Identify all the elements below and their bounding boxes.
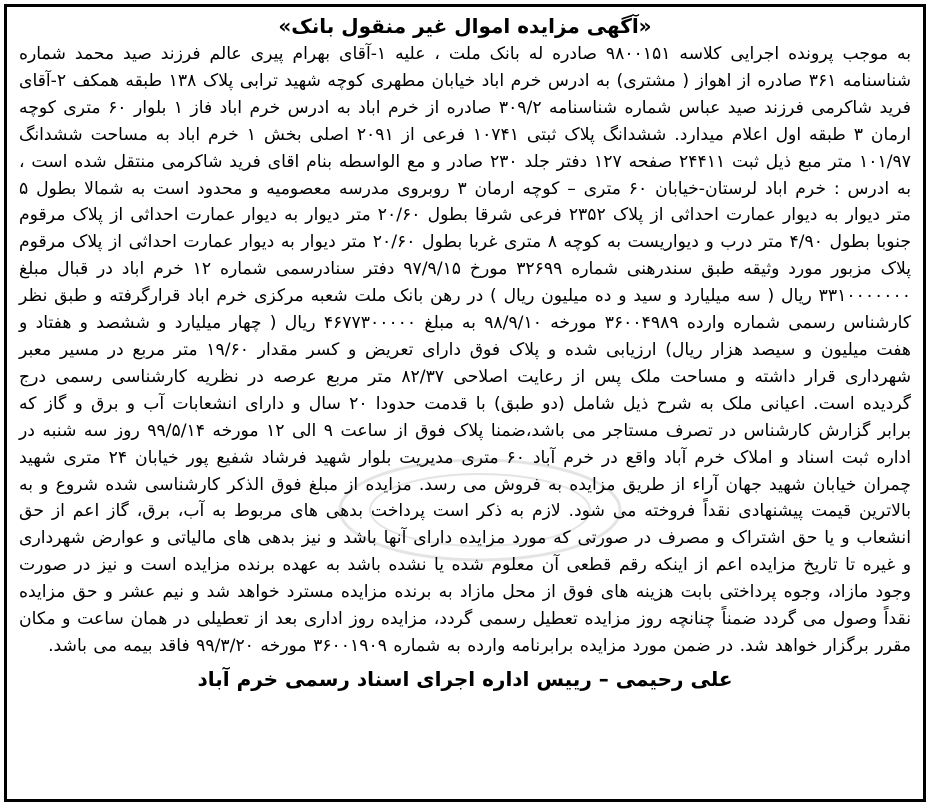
notice-body: به موجب پرونده اجرایی کلاسه ۹۸۰۰۱۵۱ صادره له بانک ملت ، علیه ۱-آقای بهرام پیری عالم فرزند صید محمد شماره شناسنامه ۳۶۱ صادره از اهواز ( مشتری) به ادرس خرم اباد خیابان مطهری کوچه شهید ترابی پلاک ۱۳۸ طبقه همکف ۲-آقای فرید شاکرمی فرزند صید عباس شماره شناسنامه ۳۰۹/۲ صادره از خرم اباد به ادرس خرم اباد فاز ۱ بلوار ۶۰ متری کوچه ارمان ۳ طبقه اول اعلام میدارد. ششدانگ پلاک ثبتی ۱۰۷۴۱ فرعی از ۲۰۹۱ اصلی بخش ۱ خرم اباد به مساحت ششدانگ ۱۰۱/۹۷ متر مبع ذیل ثبت ۲۴۴۱۱ صفحه ۱۲۷ دفتر جلد ۲۳۰ صادر و مع الواسطه بنام اقای فرید شاکرمی منتقل شده است ، به ادرس : خرم اباد لرستان-خیابان ۶۰ متری – کوچه ارمان ۳ روبروی مدرسه معصومیه و محدود است به شمالا بطول ۵ متر دیوار به دیوار عمارت احداثی از پلاک ۲۳۵۲ فرعی شرقا بطول ۲۰/۶۰ متر دیوار به دیوار عمارت احداثی از پلاک مرقوم جنوبا بطول ۴/۹۰ متر درب و دیواریست به کوچه ۸ متری غربا بطول ۲۰/۶۰ متر دیوار به دیوار عمارت احداثی از پلاک مرقوم پلاک مزبور مورد وثیقه طبق سندرهنی شماره ۳۲۶۹۹ مورخ ۹۷/۹/۱۵ دفتر سنادرسمی شماره ۱۲ خرم اباد در قبال مبلغ ۳۳۱۰۰۰۰۰۰۰ ریال ( سه میلیارد و سید و ده میلیون ریال ) در رهن بانک ملت شعبه مرکزی خرم اباد قرارگرفته و طبق نظر کارشناس رسمی شماره وارده ۳۶۰۰۴۹۸۹ مورخه ۹۸/۹/۱۰ به مبلغ ۴۶۷۷۳۰۰۰۰۰ ریال ( چهار میلیارد و ششصد و هفتاد و هفت میلیون و سیصد هزار ریال) ارزیابی شده و پلاک فوق دارای تعریض و کسر مقدار ۱۹/۶۰ متر مربع در مسیر معبر شهرداری قرار داشته و مساحت ملک پس از رعایت اصلاحی ۸۲/۳۷ متر مربع عرصه در نظریه کارشناسی رسمی درج گردیده است. اعیانی ملک به شرح ذیل شامل (دو طبق) با قدمت حدودا ۲۰ سال و دارای انشعابات آب و برق و گاز که برابر گزارش کارشناس در تصرف مستاجر می باشد،ضمنا پلاک فوق از ساعت ۹ الی ۱۲ مورخه ۹۹/۵/۱۴ روز سه شنبه در اداره ثبت اسناد و املاک خرم آباد واقع در خرم آباد ۶۰ متری مدیریت بلوار شهید فرشاد شفیع پور خیابان ۲۴ متری شهید چمران خیابان شهید جهان آراء از طریق مزایده به فروش می رسد. مزایده از مبلغ فوق الذکر کارشناسی شده شروع و به بالاترین قیمت پیشنهادی نقداً فروخته می شود. لازم به ذکر است پرداخت بدهی های مربوط به آب، برق، گاز اعم از حق انشعاب و یا حق اشتراک و مصرف در صورتی که مورد مزایده دارای آنها باشد و نیز بدهی های مالیاتی و عوارض شهرداری و غیره تا تاریخ مزایده اعم از اینکه رقم قطعی آن معلوم شده یا نشده باشد به عهده برنده مزایده است و نیز در صورت وجود مازاد، وجوه پرداختی بابت هزینه های فوق از محل مازاد به برنده مزایده مسترد خواهد شد و نیم عشر و حق مزایده نقداً وصول می گردد ضمناً چنانچه روز مزایده تعطیل رسمی گردد، مزایده روز اداری بعد از تعطیلی در همان ساعت و مکان مقرر برگزار خواهد شد. در ضمن مورد مزایده برابرنامه وارده به شماره ۳۶۰۰۱۹۰۹ مورخه ۹۹/۳/۲۰ فاقد بیمه می باشد. [19,44,912,656]
notice-frame [4,4,926,802]
notice-title: «آگهی مزایده اموال غیر منقول بانک» [278,14,652,38]
notice-signature: علی رحیمی – رییس اداره اجرای اسناد رسمی خرم آباد [197,666,733,691]
